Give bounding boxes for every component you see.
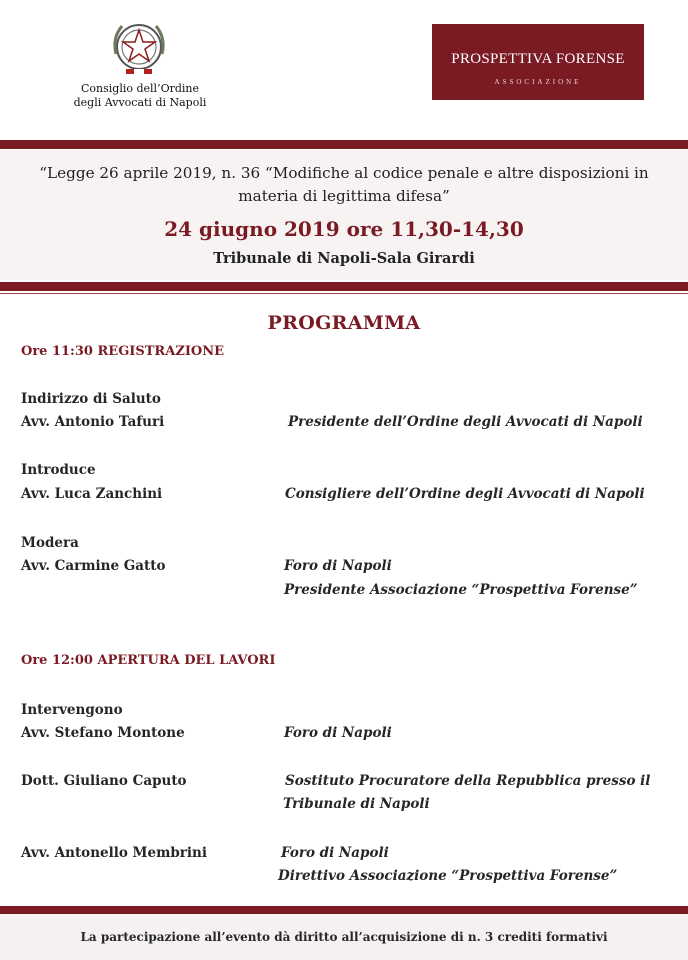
credits-note: La partecipazione all’evento dà diritto all’acquisizione di n. 3 crediti formativi bbox=[80, 930, 608, 944]
zanchini-name: Avv. Luca Zanchini bbox=[21, 486, 163, 502]
header bbox=[0, 0, 688, 140]
membrini-role-1: Foro di Napoli bbox=[281, 845, 389, 861]
gatto-role-1: Foro di Napoli bbox=[284, 558, 392, 574]
coa-line-1: Consiglio dell’Ordine bbox=[81, 82, 199, 95]
membrini-name: Avv. Antonello Membrini bbox=[21, 845, 207, 861]
introduce-label: Introduce bbox=[21, 462, 96, 478]
section-apertura: Ore 12:00 APERTURA DEL LAVORI bbox=[21, 653, 276, 668]
coa-line-2: degli Avvocati di Napoli bbox=[73, 96, 207, 109]
tafuri-name: Avv. Antonio Tafuri bbox=[21, 414, 165, 430]
caputo-role-2: Tribunale di Napoli bbox=[283, 796, 430, 812]
event-date: 24 giugno 2019 ore 11,30-14,30 bbox=[164, 217, 524, 241]
divider-line-middle bbox=[0, 293, 688, 294]
law-title bbox=[10, 162, 678, 208]
section-registrazione: Ore 11:30 REGISTRAZIONE bbox=[21, 344, 225, 359]
montone-role: Foro di Napoli bbox=[284, 725, 392, 741]
divider-band-top bbox=[0, 140, 688, 149]
event-title-block bbox=[0, 150, 688, 280]
montone-name: Avv. Stefano Montone bbox=[21, 725, 185, 741]
prospettiva-forense-logo bbox=[432, 24, 644, 100]
saluto-label: Indirizzo di Saluto bbox=[21, 391, 161, 407]
intervengono-label: Intervengono bbox=[21, 702, 123, 718]
coa-name bbox=[60, 82, 220, 110]
tafuri-role: Presidente dell’Ordine degli Avvocati di Napoli bbox=[288, 414, 643, 430]
italian-emblem-icon bbox=[108, 16, 170, 80]
law-title-line-2: materia di legittima difesa” bbox=[238, 187, 450, 205]
gatto-role-2: Presidente Associazione “Prospettiva Forense” bbox=[284, 582, 638, 598]
footer bbox=[0, 914, 688, 960]
programma-heading: PROGRAMMA bbox=[267, 312, 421, 334]
gatto-name: Avv. Carmine Gatto bbox=[21, 558, 166, 574]
pf-logo-subtitle: ASSOCIAZIONE bbox=[494, 78, 582, 86]
membrini-role-2: Direttivo Associazione “Prospettiva Forense” bbox=[278, 868, 618, 884]
event-venue: Tribunale di Napoli-Sala Girardi bbox=[213, 250, 475, 267]
pf-logo-title: PROSPETTIVA FORENSE bbox=[451, 51, 625, 67]
caputo-role-1: Sostituto Procuratore della Repubblica presso il bbox=[285, 773, 651, 789]
zanchini-role: Consigliere dell’Ordine degli Avvocati di Napoli bbox=[285, 486, 645, 502]
law-title-line-1: “Legge 26 aprile 2019, n. 36 “Modifiche al codice penale e altre disposizioni in bbox=[39, 164, 649, 182]
divider-band-middle bbox=[0, 282, 688, 291]
modera-label: Modera bbox=[21, 535, 79, 551]
caputo-name: Dott. Giuliano Caputo bbox=[21, 773, 187, 789]
